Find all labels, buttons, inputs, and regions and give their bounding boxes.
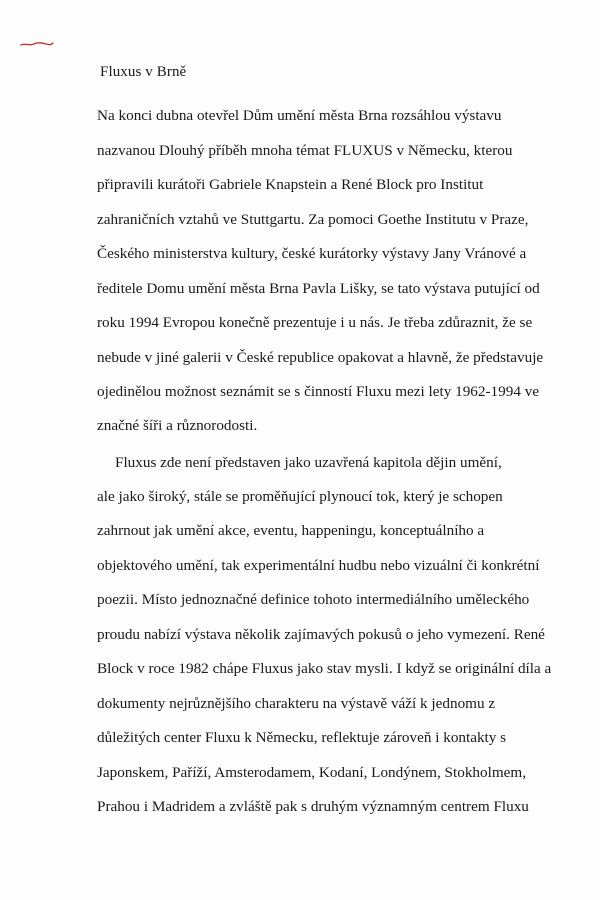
- body-line: Block v roce 1982 chápe Fluxus jako stav mysli. I když se originální díla a: [97, 660, 552, 677]
- body-line: nebude v jiné galerii v České republice opakovat a hlavně, že představuje: [97, 349, 544, 366]
- body-line: roku 1994 Evropou konečně prezentuje i u nás. Je třeba zdůraznit, že se: [97, 314, 533, 331]
- body-line: připravili kurátoři Gabriele Knapstein a René Block pro Institut: [97, 176, 484, 193]
- body-line: ojedinělou možnost seznámit se s činností Fluxu mezi lety 1962-1994 ve: [97, 383, 540, 400]
- body-line: proudu nabízí výstava několik zajímavých pokusů o jeho vymezení. René: [97, 626, 545, 643]
- body-line: Japonskem, Paříží, Amsterodamem, Kodaní, Londýnem, Stokholmem,: [97, 764, 526, 781]
- body-line: zahrnout jak umění akce, eventu, happeningu, konceptuálního a: [97, 522, 485, 539]
- body-line: ale jako široký, stále se proměňující plynoucí tok, který je schopen: [97, 488, 503, 505]
- body-line: Českého ministerstva kultury, české kurátorky výstavy Jany Vránové a: [97, 245, 527, 262]
- body-line: Na konci dubna otevřel Dům umění města Brna rozsáhlou výstavu: [97, 107, 502, 124]
- document-title: Fluxus v Brně: [100, 64, 187, 80]
- body-line: ředitele Domu umění města Brna Pavla Lišky, se tato výstava putující od: [97, 280, 540, 297]
- body-line: Fluxus zde není představen jako uzavřená kapitola dějin umění,: [115, 454, 502, 471]
- body-line: Prahou i Madridem a zvláště pak s druhým významným centrem Fluxu: [97, 798, 529, 815]
- body-line: objektového umění, tak experimentální hudbu nebo vizuální či konkrétní: [97, 557, 540, 574]
- body-line: dokumenty nejrůznějšího charakteru na výstavě váží k jednomu z: [97, 695, 496, 712]
- body-line: zahraničních vztahů ve Stuttgartu. Za pomoci Goethe Institutu v Praze,: [97, 211, 529, 228]
- body-line: poezii. Místo jednoznačné definice tohoto intermediálního uměleckého: [97, 591, 530, 608]
- body-line: značné šíři a různorodosti.: [97, 417, 258, 434]
- body-line: nazvanou Dlouhý příběh mnoha témat FLUXUS v Německu, kterou: [97, 142, 513, 159]
- body-line: důležitých center Fluxu k Německu, reflektuje zároveň i kontakty s: [97, 729, 507, 746]
